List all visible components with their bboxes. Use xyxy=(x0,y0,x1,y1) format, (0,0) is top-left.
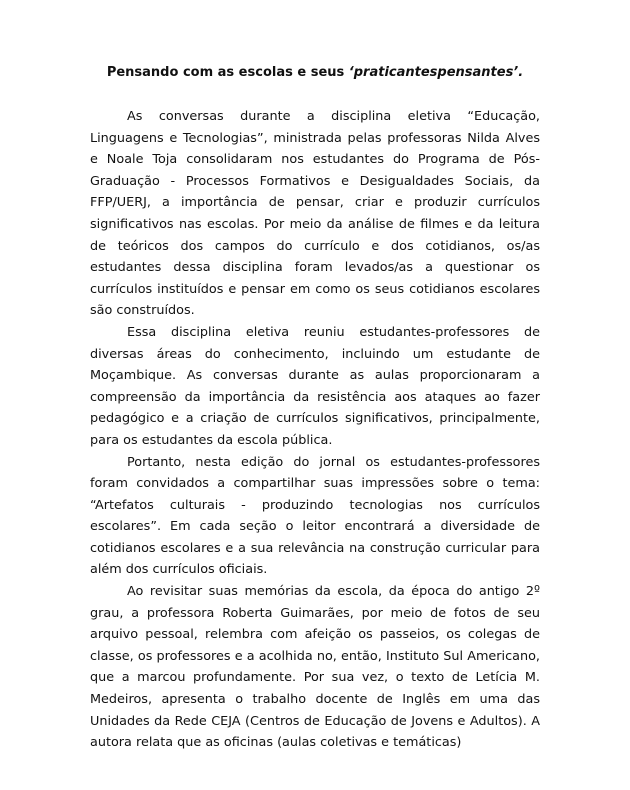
title-emphasis-text: ‘praticantespensantes’. xyxy=(348,65,524,80)
document-body xyxy=(90,106,540,754)
title-main-text: Pensando com as escolas e seus xyxy=(106,65,349,80)
paragraph-4: Ao revisitar suas memórias da escola, da época do antigo 2º grau, a professora Roberta Guimarães, por meio de fotos de seu arquivo pessoal, relembra com afeição os passeios, os colegas de classe, os professores e a acolhida no, então, Instituto Sul Americano, que a marcou profundamente. Por sua vez, o texto de Letícia M. Medeiros, apresenta o trabalho docente de Inglês em uma das Unidades da Rede CEJA (Centros de Educação de Jovens e Adultos). A autora relata que as oficinas (aulas coletivas e temáticas) xyxy=(90,584,540,751)
document-title xyxy=(90,64,540,82)
paragraph-3: Portanto, nesta edição do jornal os estudantes-professores foram convidados a compartilhar suas impressões sobre o tema: “Artefatos culturais - produzindo tecnologias nos currículos escolares”. Em cada seção o leitor encontrará a diversidade de cotidianos escolares e a sua relevância na construção curricular para além dos currículos oficiais. xyxy=(90,454,540,578)
paragraph-2: Essa disciplina eletiva reuniu estudantes-professores de diversas áreas do conhecimento, incluindo um estudante de Moçambique. As conversas durante as aulas proporcionaram a compreensão da importância da resistência aos ataques ao fazer pedagógico e a criação de currículos significativos, principalmente, para os estudantes da escola pública. xyxy=(90,324,540,448)
paragraph-1: As conversas durante a disciplina eletiva “Educação, Linguagens e Tecnologias”, ministrada pelas professoras Nilda Alves e Noale Toja consolidaram nos estudantes do Programa de Pós-Graduação - Processos Formativos e Desigualdades Sociais, da FFP/UERJ, a importância de pensar, criar e produzir currículos significativos nas escolas. Por meio da análise de filmes e da leitura de teóricos dos campos do currículo e dos cotidianos, os/as estudantes dessa disciplina foram levados/as a questionar os currículos instituídos e pensar em como os seus cotidianos escolares são construídos. xyxy=(90,109,540,319)
